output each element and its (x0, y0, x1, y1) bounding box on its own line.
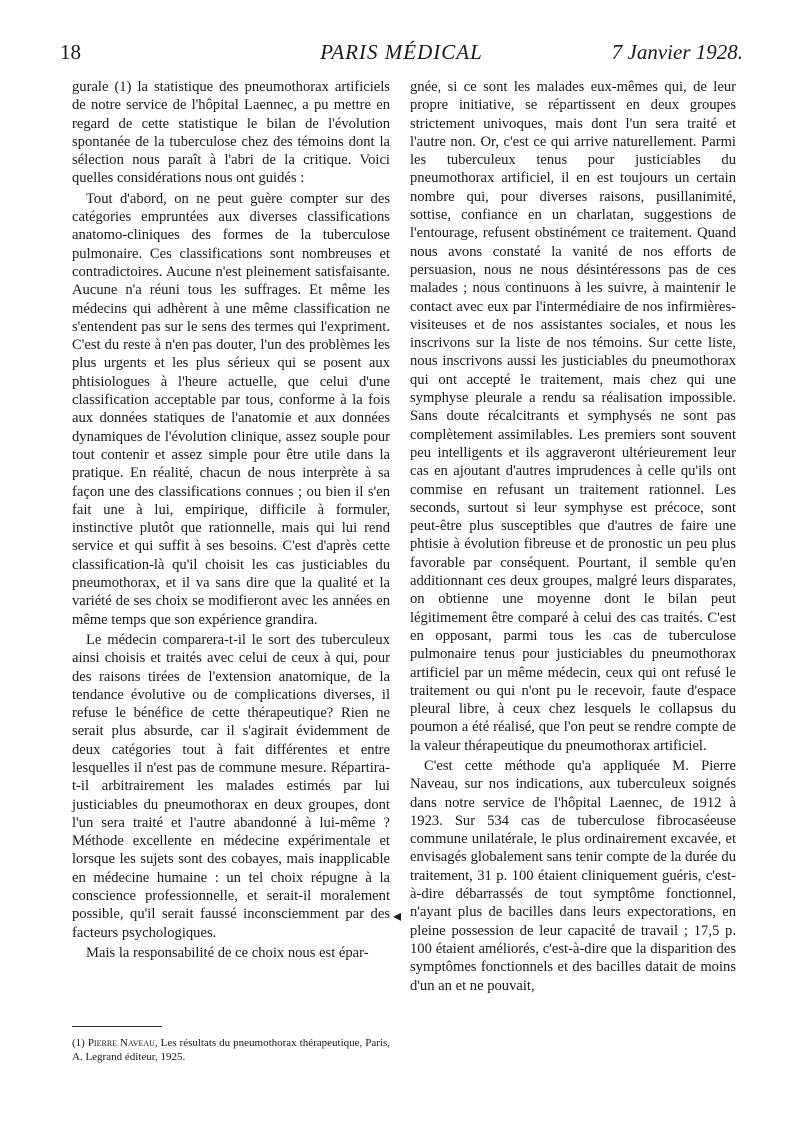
footnote-author: Pierre Naveau (87, 1037, 155, 1049)
paragraph: gurale (1) la statistique des pneumothorax artificiels de notre service de l'hôpital Laennec, a pu mettre en regard de cette statistique le bilan de l'évolution spontanée de la tuberculose chez des témoins dont la sélection nous paraît à l'abri de la critique. Voici quelles considérations nous ont guidés : (72, 79, 390, 187)
paragraph: Le médecin comparera-t-il le sort des tuberculeux ainsi choisis et traités avec celui de ceux à qui, pour des raisons tirées de l'extension anatomique, de la tendance évolutive ou de complications diverses, il refuse le bénéfice de cette thérapeutique? Rien ne serait plus absurde, car il s'agirait évidemment de deux catégories tout à fait différentes et entre lesquelles il n'est pas de commune mesure. Répartira-t-il arbitrairement les malades estimés par lui justiciables du pneumothorax en deux groupes, dont l'un sera traité et l'autre abandonné à lui-même ? Méthode excellente en médecine expérimentale et lorsque les sujets sont des cobayes, mais inapplicable en médecine humaine : un tel choix répugne à la conscience professionnelle, et serait-il moralement possible, qu'il serait faussé inconsciemment par des facteurs psychologiques. (72, 631, 390, 941)
paragraph: Tout d'abord, on ne peut guère compter sur des catégories empruntées aux diverses classifications anatomo-cliniques des formes de la tuberculose pulmonaire. Ces classifications sont nombreuses et contradictoires. Aucune n'est pleinement satisfaisante. Aucune n'a réuni tous les suffrages. Et même les médecins qui adhèrent à une même classification ne s'entendent pas sur le sens des termes qui l'expriment. C'est du reste à n'en pas douter, l'un des problèmes les plus urgents et les plus sérieux qui se posent aux phtisiologues à l'heure actuelle, que celui d'une classification acceptable par tous, conforme à la fois aux données statiques de l'anatomie et aux données dynamiques de l'évolution clinique, assez souple pour tout contenir et assez simple pour être utile dans la pratique. En réalité, chacun de nous interprète à sa façon une des classifications connues ; ou bien il s'en fait une à lui, empirique, difficile à formuler, instinctive plutôt que rationnelle, mais qui lui rend service et qui suffit à ses besoins. C'est d'après cette classification-là qu'il choisit les cas justiciables du pneumothorax, et il va sans dire que la qualité et la variété de ses choix se modifieront avec les années en même temps que son expérience grandira. (72, 190, 390, 628)
issue-date: 7 Janvier 1928. (611, 40, 743, 64)
paragraph: gnée, si ce sont les malades eux-mêmes qui, de leur propre initiative, se répartissent en deux groupes strictement univoques, mais dont l'un sera traité et l'autre non. Or, c'est ce qui arrive naturellement. Parmi les tuberculeux tenus pour justiciables du pneumothorax artificiel, il en est toujours un certain nombre qui, pour diverses raisons, pusillanimité, sottise, confiance en un charlatan, suggestions de l'entourage, refusent obstinément ce traitement. Quand nous avons constaté la vanité de nos efforts de persuasion, nous ne nous désintéressons pas de ces malades ; nous continuons à les suivre, à maintenir le contact avec eux par l'intermédiaire de nos infirmières-visiteuses et de nos assistantes sociales, et nous les inscrivons sur la liste de nos témoins. Sur cette liste, nous inscrivons aussi les justiciables du pneumothorax qui ont accepté le traitement, mais chez qui une symphyse pleurale a rendu sa réalisation impossible. Sans doute récalcitrants et symphysés ne sont pas complètement assimilables. Les premiers sont souvent peu intelligents et ils aggraveront ultérieurement leur cas en ajoutant d'autres imprudences à celle qu'ils ont commise en refusant un traitement rationnel. Les seconds, surtout si leur symphyse est précoce, sont peut-être plus susceptibles que d'autres de faire une phtisie à évolution fibreuse et de pronostic un peu plus favorable par conséquent. Pourtant, il semble qu'en additionnant ces deux groupes, malgré leurs disparates, on obtienne une moyenne dont le bilan peut légitimement être comparé à celui des cas traités. C'est en opposant, parmi tous les cas de tuberculose pulmonaire tenus pour justiciables du pneumothorax artificiel par un même médecin, ceux qui ont refusé le traitement ou qui n'ont pu le recevoir, faute d'espace pleural libre, à ceux chez lesquels le collapsus du poumon a été réalisé, que l'on peut se rendre compte de la valeur thérapeutique du pneumothorax artificiel. (410, 79, 736, 754)
footnote-divider (72, 1026, 162, 1027)
paragraph: C'est cette méthode qu'a appliquée M. Pierre Naveau, sur nos indications, aux tuberculeux soignés dans notre service de l'hôpital Laennec, de 1912 à 1923. Sur 534 cas de tuberculose fibrocaséeuse commune unilatérale, le plus ordinairement excavée, et envisagés globalement sans tenir compte de la durée du traitement, 31 p. 100 étaient cliniquement guéris, c'est-à-dire débarrassés de tout symptôme fonctionnel, n'ayant plus de bacilles dans leurs expectorations, en pleine possession de leur capacité de travail ; 17,5 p. 100 étaient améliorés, c'est-à-dire que la disparition des symptômes fonctionnels et des bacilles datait de moins d'un an et ne pouvait, (410, 757, 736, 994)
paragraph: Mais la responsabilité de ce choix nous est épar- (86, 944, 369, 961)
margin-arrow-icon: ◂ (393, 908, 402, 925)
footnote-text: , Les résultats du pneumothorax thérapeutique, Paris, A. Legrand éditeur, 1925. (72, 1037, 390, 1063)
page-number: 18 (60, 40, 81, 64)
footnote (72, 1036, 390, 1064)
page-header (60, 40, 743, 70)
footnote-marker: (1) (72, 1037, 85, 1049)
right-column (410, 78, 736, 995)
journal-title: PARIS MÉDICAL (320, 40, 483, 64)
left-column (72, 78, 390, 962)
